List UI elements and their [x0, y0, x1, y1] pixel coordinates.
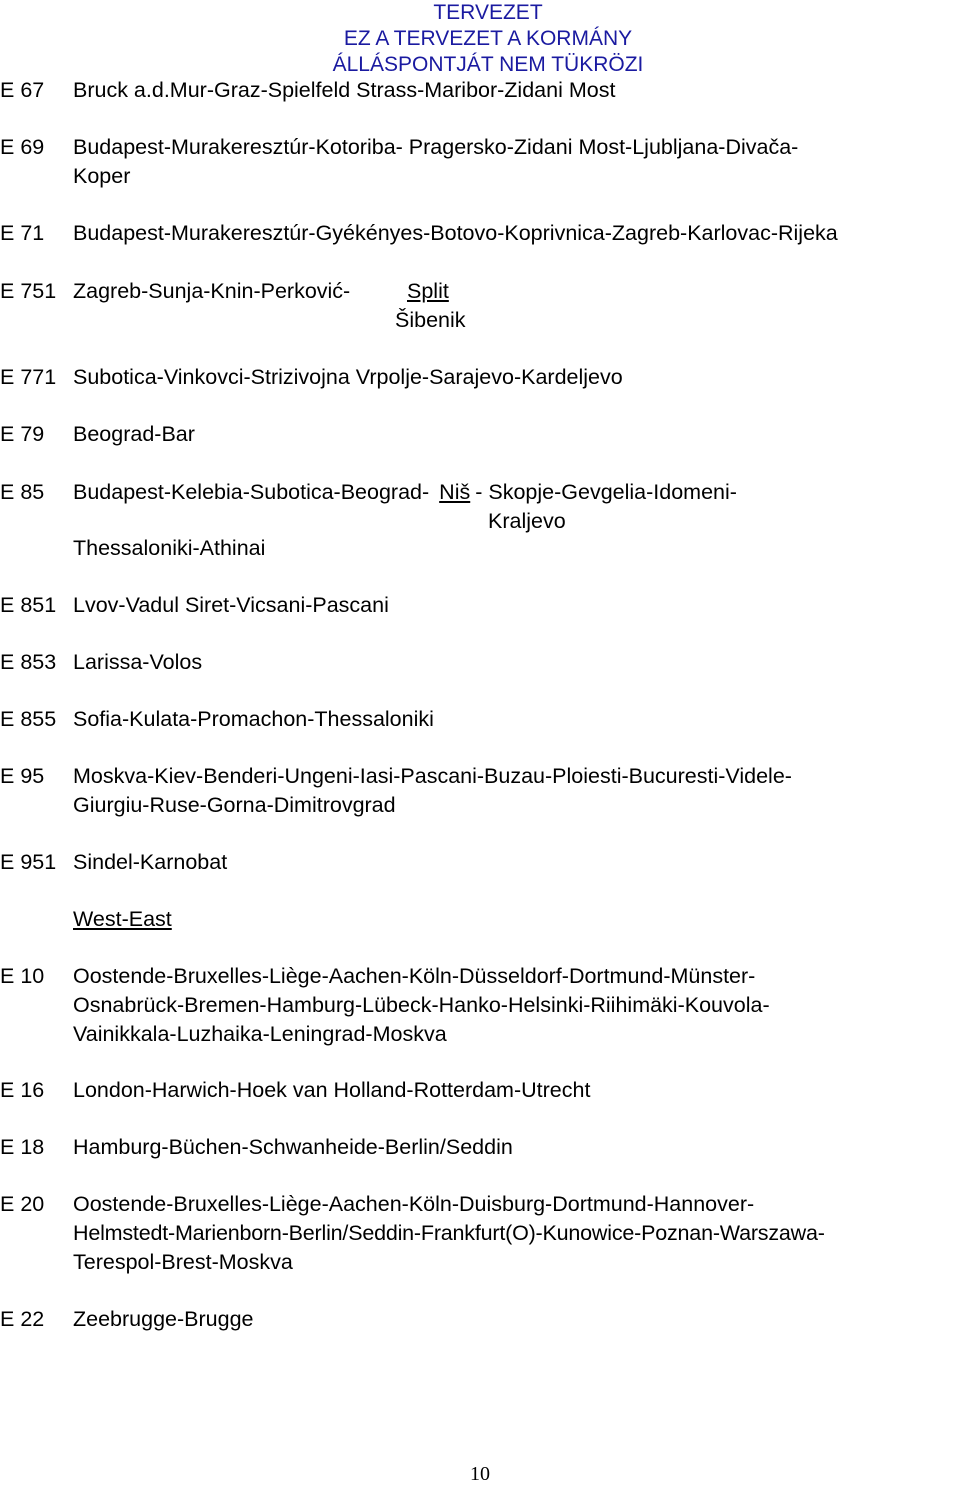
route-text: Hamburg-Büchen-Schwanheide-Berlin/Seddin [73, 1135, 513, 1159]
route-text: London-Harwich-Hoek van Holland-Rotterdam-Utrecht [73, 1078, 591, 1102]
route-text: Sofia-Kulata-Promachon-Thessaloniki [73, 707, 434, 731]
route-text: Helmstedt-Marienborn-Berlin/Seddin-Frankfurt(O)-Kunowice-Poznan-Warszawa- [73, 1221, 825, 1245]
route-code: E 855 [0, 707, 57, 731]
draft-notice-line: EZ A TERVEZET A KORMÁNY [343, 27, 633, 50]
route-text: Thessaloniki-Athinai [73, 536, 266, 560]
route-text: Larissa-Volos [73, 650, 203, 674]
route-text: Vainikkala-Luzhaika-Leningrad-Moskva [73, 1022, 447, 1046]
route-segment: - Skopje-Gevgelia-Idomeni- [475, 480, 737, 504]
route-text: Budapest-Murakeresztúr-Kotoriba- Pragersko-Zidani Most-Ljubljana-Divača- [73, 135, 799, 159]
route-text: Beograd-Bar [73, 422, 195, 446]
route-text: Zeebrugge-Brugge [73, 1307, 254, 1331]
route-text: Koper [73, 164, 131, 188]
route-code: E 22 [0, 1307, 45, 1331]
route-branch: Kraljevo [488, 509, 566, 533]
draft-label: TERVEZET [433, 1, 543, 24]
route-segment: Budapest-Kelebia-Subotica-Beograd- [73, 480, 430, 504]
route-code: E 20 [0, 1192, 45, 1216]
route-text: Subotica-Vinkovci-Strizivojna Vrpolje-Sarajevo-Kardeljevo [73, 365, 623, 389]
route-text: Budapest-Murakeresztúr-Gyékényes-Botovo-Koprivnica-Zagreb-Karlovac-Rijeka [73, 221, 838, 245]
route-code: E 95 [0, 764, 45, 788]
route-code: E 85 [0, 480, 45, 504]
route-code: E 69 [0, 135, 45, 159]
route-text: Osnabrück-Bremen-Hamburg-Lübeck-Hanko-Helsinki-Riihimäki-Kouvola- [73, 993, 770, 1017]
route-text: Giurgiu-Ruse-Gorna-Dimitrovgrad [73, 793, 396, 817]
route-code: E 771 [0, 365, 57, 389]
route-text: Bruck a.d.Mur-Graz-Spielfeld Strass-Maribor-Zidani Most [73, 78, 616, 102]
route-code: E 751 [0, 279, 57, 303]
route-branch: Niš [439, 480, 471, 504]
page-number: 10 [470, 1463, 490, 1485]
route-text: Oostende-Bruxelles-Liège-Aachen-Köln-Duisburg-Dortmund-Hannover- [73, 1192, 755, 1216]
route-code: E 67 [0, 78, 45, 102]
route-code: E 951 [0, 850, 57, 874]
route-branch: Šibenik [395, 308, 466, 332]
route-text: Terespol-Brest-Moskva [73, 1250, 293, 1274]
route-code: E 18 [0, 1135, 45, 1159]
route-code: E 853 [0, 650, 57, 674]
route-code: E 10 [0, 964, 45, 988]
route-code: E 851 [0, 593, 57, 617]
section-heading: West-East [73, 907, 172, 931]
route-text: Lvov-Vadul Siret-Vicsani-Pascani [73, 593, 389, 617]
route-code: E 79 [0, 422, 45, 446]
route-text: Oostende-Bruxelles-Liège-Aachen-Köln-Düsseldorf-Dortmund-Münster- [73, 964, 756, 988]
route-branch: Split [407, 279, 449, 303]
route-text: Zagreb-Sunja-Knin-Perković- [73, 279, 351, 303]
route-text: Sindel-Karnobat [73, 850, 228, 874]
route-text: Moskva-Kiev-Benderi-Ungeni-Iasi-Pascani-Buzau-Ploiesti-Bucuresti-Videle- [73, 764, 792, 788]
route-code: E 71 [0, 221, 45, 245]
route-code: E 16 [0, 1078, 45, 1102]
route-text [73, 478, 737, 507]
draft-notice-line: ÁLLÁSPONTJÁT NEM TÜKRÖZI [332, 53, 644, 76]
